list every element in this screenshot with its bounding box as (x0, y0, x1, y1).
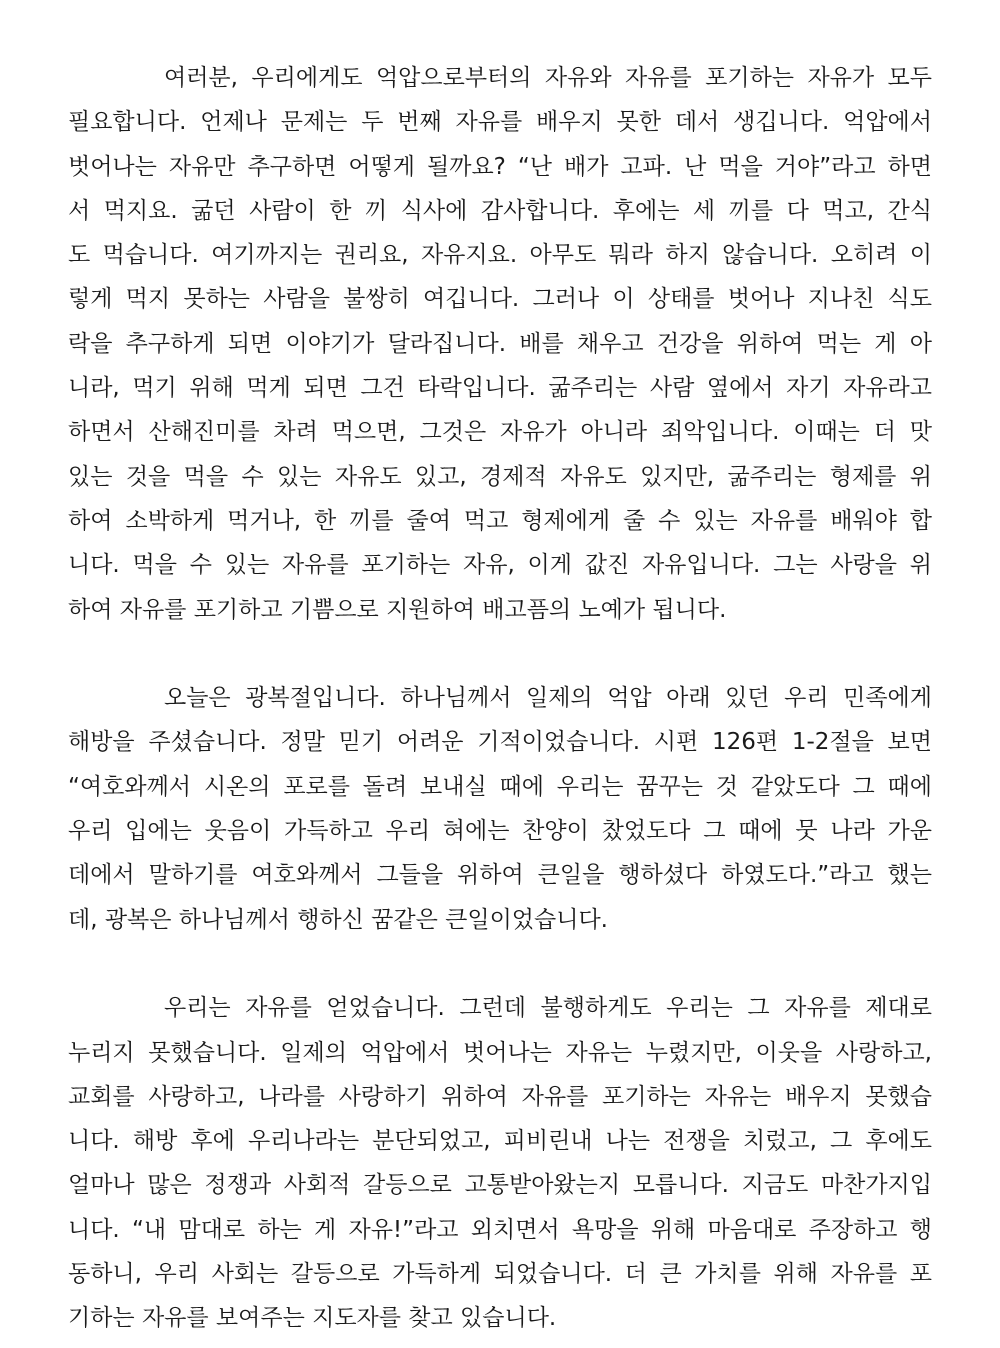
text-line: 있는 것을 먹을 수 있는 자유도 있고, 경제적 자유도 있지만, 굶주리는 형제를 위 (68, 463, 932, 490)
paragraph-freedom-gained (68, 986, 932, 1340)
text-line: 벗어나는 자유만 추구하면 어떻게 될까요? “난 배가 고파. 난 먹을 거야”라고 하면 (68, 153, 932, 180)
text-line: 렇게 먹지 못하는 사람을 불쌍히 여깁니다. 그러나 이 상태를 벗어나 지나친 식도 (68, 286, 932, 313)
text-line: 니다. “내 맘대로 하는 게 자유!”라고 외치면서 욕망을 위해 마음대로 주장하고 행 (68, 1216, 932, 1243)
text-line: 해방을 주셨습니다. 정말 믿기 어려운 기적이었습니다. 시편 126편 1-2절을 보면 (68, 729, 932, 756)
paragraph-liberation-day (68, 676, 932, 942)
text-line: 우리는 자유를 얻었습니다. 그런데 불행하게도 우리는 그 자유를 제대로 (164, 995, 932, 1022)
text-line: 니라, 먹기 위해 먹게 되면 그건 타락입니다. 굶주리는 사람 옆에서 자기 자유라고 (68, 375, 932, 402)
document-page (68, 56, 932, 1341)
text-line: 필요합니다. 언제나 문제는 두 번째 자유를 배우지 못한 데서 생깁니다. 억압에서 (68, 109, 932, 136)
text-line: 하여 소박하게 먹거나, 한 끼를 줄여 먹고 형제에게 줄 수 있는 자유를 배워야 합 (68, 507, 932, 534)
paragraph-freedom-to-give-up (68, 56, 932, 632)
text-line: 우리 입에는 웃음이 가득하고 우리 혀에는 찬양이 찼었도다 그 때에 뭇 나라 가운 (68, 818, 932, 845)
text-line: 오늘은 광복절입니다. 하나님께서 일제의 억압 아래 있던 우리 민족에게 (164, 685, 932, 712)
text-line: 데에서 말하기를 여호와께서 그들을 위하여 큰일을 행하셨다 하였도다.”라고 했는 (68, 862, 932, 889)
text-line: “여호와께서 시온의 포로를 돌려 보내실 때에 우리는 꿈꾸는 것 같았도다 그 때에 (68, 773, 932, 800)
text-line: 얼마나 많은 정쟁과 사회적 갈등으로 고통받아왔는지 모릅니다. 지금도 마찬가지입 (68, 1172, 932, 1199)
text-line: 락을 추구하게 되면 이야기가 달라집니다. 배를 채우고 건강을 위하여 먹는 게 아 (68, 330, 932, 357)
text-line: 기하는 자유를 보여주는 지도자를 찾고 있습니다. (68, 1305, 557, 1332)
text-line: 교회를 사랑하고, 나라를 사랑하기 위하여 자유를 포기하는 자유는 배우지 못했습 (68, 1083, 932, 1110)
text-line: 하면서 산해진미를 차려 먹으면, 그것은 자유가 아니라 죄악입니다. 이때는 더 맛 (68, 419, 932, 446)
text-line: 여러분, 우리에게도 억압으로부터의 자유와 자유를 포기하는 자유가 모두 (164, 65, 932, 91)
paragraph-spacer (68, 632, 932, 676)
text-line: 니다. 먹을 수 있는 자유를 포기하는 자유, 이게 값진 자유입니다. 그는 사랑을 위 (68, 552, 932, 579)
text-line: 니다. 해방 후에 우리나라는 분단되었고, 피비린내 나는 전쟁을 치렀고, 그 후에도 (68, 1128, 932, 1155)
paragraph-spacer (68, 942, 932, 986)
text-line: 서 먹지요. 굶던 사람이 한 끼 식사에 감사합니다. 후에는 세 끼를 다 먹고, 간식 (68, 197, 932, 224)
text-line: 누리지 못했습니다. 일제의 억압에서 벗어나는 자유는 누렸지만, 이웃을 사랑하고, (68, 1039, 932, 1066)
text-line: 도 먹습니다. 여기까지는 권리요, 자유지요. 아무도 뭐라 하지 않습니다. 오히려 이 (68, 242, 932, 269)
text-line: 동하니, 우리 사회는 갈등으로 가득하게 되었습니다. 더 큰 가치를 위해 자유를 포 (68, 1261, 932, 1288)
text-line: 데, 광복은 하나님께서 행하신 꿈같은 큰일이었습니다. (68, 906, 608, 933)
text-line: 하여 자유를 포기하고 기쁨으로 지원하여 배고픔의 노예가 됩니다. (68, 596, 727, 623)
